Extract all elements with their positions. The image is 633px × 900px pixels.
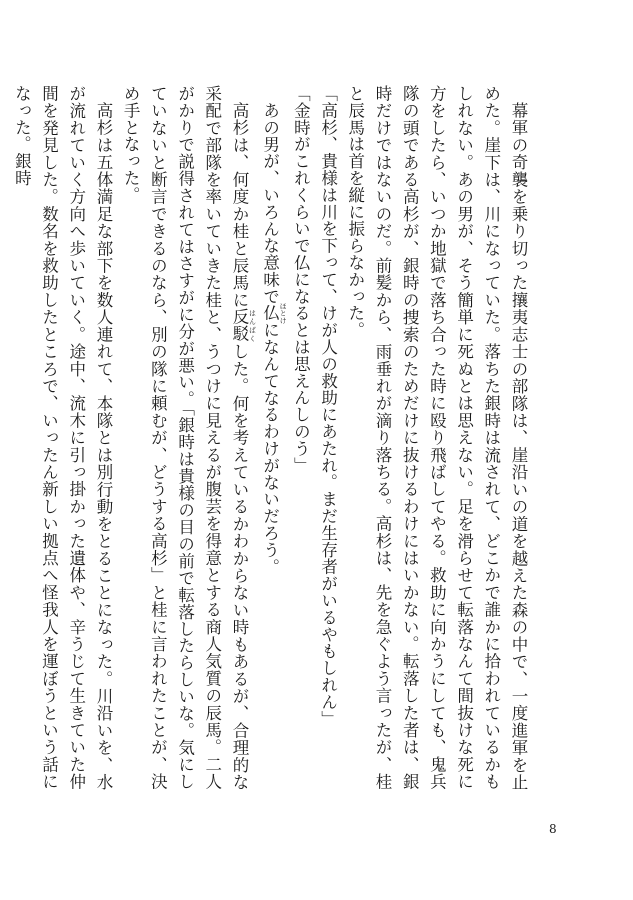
dialogue-paragraph: 「金時がこれくらいで仏になるとは思えんしのう」 xyxy=(291,85,311,474)
dialogue-paragraph: 「高杉、貴様は川を下って、けが人の救助にあたれ。まだ生存者がいるやもしれん」 xyxy=(318,85,338,728)
ruby-annotation xyxy=(229,308,257,343)
paragraph-text: あの男が、いろんな意味で xyxy=(260,101,280,305)
ruby-reading: はんばく xyxy=(248,308,257,343)
ruby-base: 仏 xyxy=(260,301,280,324)
paragraph xyxy=(256,85,287,790)
paragraph: 幕軍の奇襲を乗り切った攘夷志士の部隊は、崖沿いの道を越えた森の中で、一度進軍を止めた。崖下は、川になっていた。落ちた銀時は流されて、どこかで誰かに拾われているかもしれない。あの男が、そう簡単に死ぬとは思えない。足を滑らせて転落なんて間抜けな死に方をしたら、いつか地獄で落ち合った時に殴り飛ばしてやる。救助に向かうにしても、鬼兵隊の頭である高杉が、銀時の捜索のためだけに抜けるわけにはいかない。転落した者は、銀時だけではないのだ。前髪から、雨垂れが滴り落ちる。高杉は、先を急ぐよう言ったが、桂と辰馬は首を縦に振らなかった。 xyxy=(345,85,528,790)
paragraph: 高杉は五体満足な部下を数人連れて、本隊とは別行動をとることになった。川沿いを、水が流れていく方向へ歩いていく。途中、流木に引っ掛かった遺体や、辛うじて生きていた仲間を発見した。数名を救助したところで、いったん新しい拠点へ怪我人を運ぼうという話になった。銀時 xyxy=(12,85,113,790)
novel-body-text xyxy=(12,85,532,790)
paragraph-text: 高杉は、何度か桂と辰馬に xyxy=(229,101,249,309)
paragraph xyxy=(117,85,257,790)
paragraph-text: した。何を考えているかわからない時もあるが、合理的な采配で部隊を率いていきた桂と、うつけに見えるが腹芸を得意とする商人気質の辰馬。二人がかりで説得されてはさすがに分が悪い。「銀時は貴様の目の前で転落したらしいな。気にしていないと断言できるのなら、別の隊に頼むが、どうする高杉」と桂に言われたことが、決め手となった。 xyxy=(121,85,249,790)
ruby-reading: ほとけ xyxy=(279,301,288,324)
paragraph-text: になんてなるわけがないだろう。 xyxy=(260,321,280,575)
ruby-annotation xyxy=(260,301,288,324)
page-number: 8 xyxy=(549,822,557,836)
ruby-base: 反駁 xyxy=(229,308,249,343)
